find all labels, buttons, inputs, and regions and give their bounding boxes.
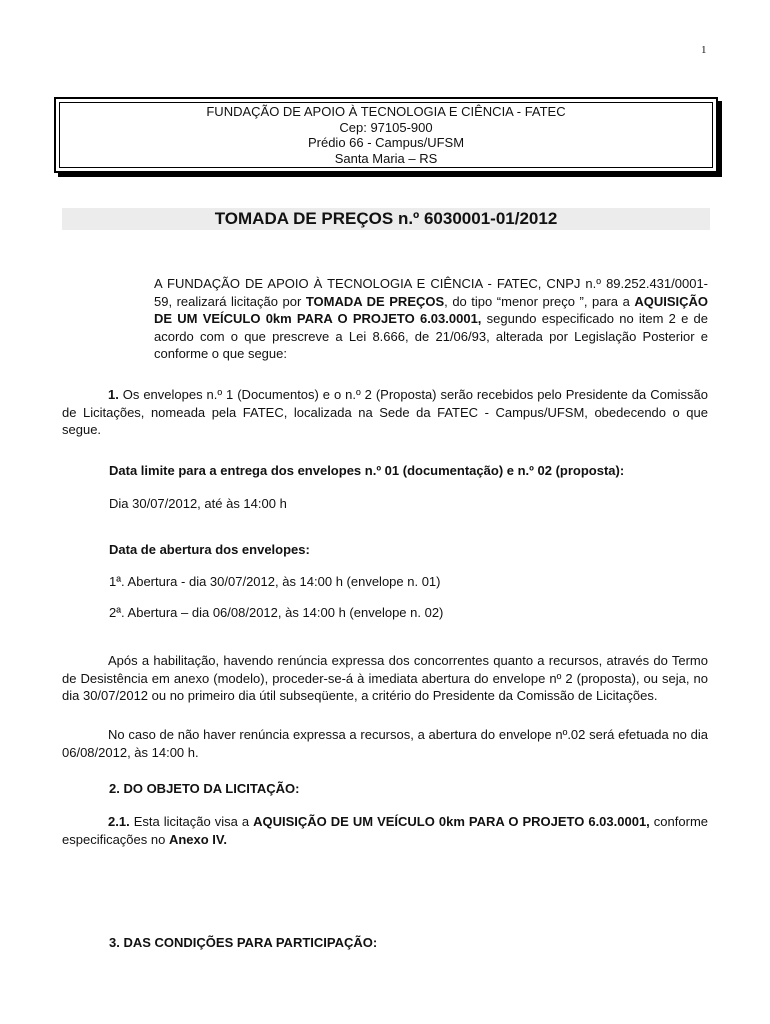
letterhead-city: Santa Maria – RS <box>334 150 438 166</box>
intro-text-1: A FUNDAÇÃO DE APOIO À TECNOLOGIA E CIÊNCIA - FATEC, CNPJ n.º 89.252.431/0001-59, realizará licitação por <box>154 276 708 309</box>
deadline-value: Dia 30/07/2012, até às 14:00 h <box>109 496 287 511</box>
section-2-1-bold-1: AQUISIÇÃO DE UM VEÍCULO 0km PARA O PROJETO 6.03.0001, <box>253 814 650 829</box>
page-number: 1 <box>701 44 707 56</box>
intro-text-2: , do tipo “menor preço ”, para a <box>444 293 635 309</box>
section-2-1-text-2: conforme especificações no <box>62 814 709 847</box>
section-2-1-bold-2: Anexo IV. <box>168 831 227 847</box>
letterhead-org-name: FUNDAÇÃO DE APOIO À TECNOLOGIA E CIÊNCIA - FATEC <box>206 104 566 119</box>
section-1-paragraph <box>62 386 708 439</box>
after-habilitation-paragraph: Após a habilitação, havendo renúncia expressa dos concorrentes quanto a recursos, através do Termo de Desistência em anexo (modelo), proceder-se-á à imediata abertura do envelope nº 2 (proposta), ou seja, no dia 30/07/2012 ou no primeiro dia útil subseqüente, a critério do Presidente da Comissão de Licitações. <box>62 653 708 703</box>
section-2-1-text-1: Esta licitação visa a <box>129 814 254 829</box>
intro-bold-2: AQUISIÇÃO DE UM VEÍCULO 0km PARA O PROJETO 6.03.0001, <box>154 293 709 326</box>
no-waiver-paragraph: No caso de não haver renúncia expressa a recursos, a abertura do envelope nº.02 será efetuada no dia 06/08/2012, às 14:00 h. <box>62 727 708 760</box>
opening-second: 2ª. Abertura – dia 06/08/2012, às 14:00 h (envelope n. 02) <box>109 605 444 620</box>
opening-heading: Data de abertura dos envelopes: <box>109 542 310 557</box>
section-2-heading: 2. DO OBJETO DA LICITAÇÃO: <box>109 781 300 796</box>
section-1-number: 1. <box>108 387 119 402</box>
letterhead-text <box>56 104 716 166</box>
section-2-1-number: 2.1. <box>108 814 130 829</box>
opening-first: 1ª. Abertura - dia 30/07/2012, às 14:00 h (envelope n. 01) <box>109 574 441 589</box>
intro-text-3: segundo especificado no item 2 e de acordo com o que prescreve a Lei 8.666, de 21/06/93, alterada por Legislação Posterior e conforme o que segue: <box>154 311 709 361</box>
intro-paragraph <box>154 275 708 363</box>
document-title: TOMADA DE PREÇOS n.º 6030001-01/2012 <box>62 208 710 230</box>
deadline-heading: Data limite para a entrega dos envelopes n.º 01 (documentação) e n.º 02 (proposta): <box>109 463 625 478</box>
section-2-1-paragraph <box>62 813 708 848</box>
intro-bold-1: TOMADA DE PREÇOS <box>305 293 445 309</box>
letterhead-box <box>54 97 718 173</box>
section-3-heading: 3. DAS CONDIÇÕES PARA PARTICIPAÇÃO: <box>109 935 378 950</box>
section-1-text: Os envelopes n.º 1 (Documentos) e o n.º 2 (Proposta) serão recebidos pelo Presidente da Comissão de Licitações, nomeada pela FATEC, localizada na Sede da FATEC - Campus/UFSM, obedecendo o que segue. <box>62 387 708 437</box>
letterhead-building: Prédio 66 - Campus/UFSM <box>307 135 465 150</box>
letterhead-cep: Cep: 97105-900 <box>339 119 433 135</box>
